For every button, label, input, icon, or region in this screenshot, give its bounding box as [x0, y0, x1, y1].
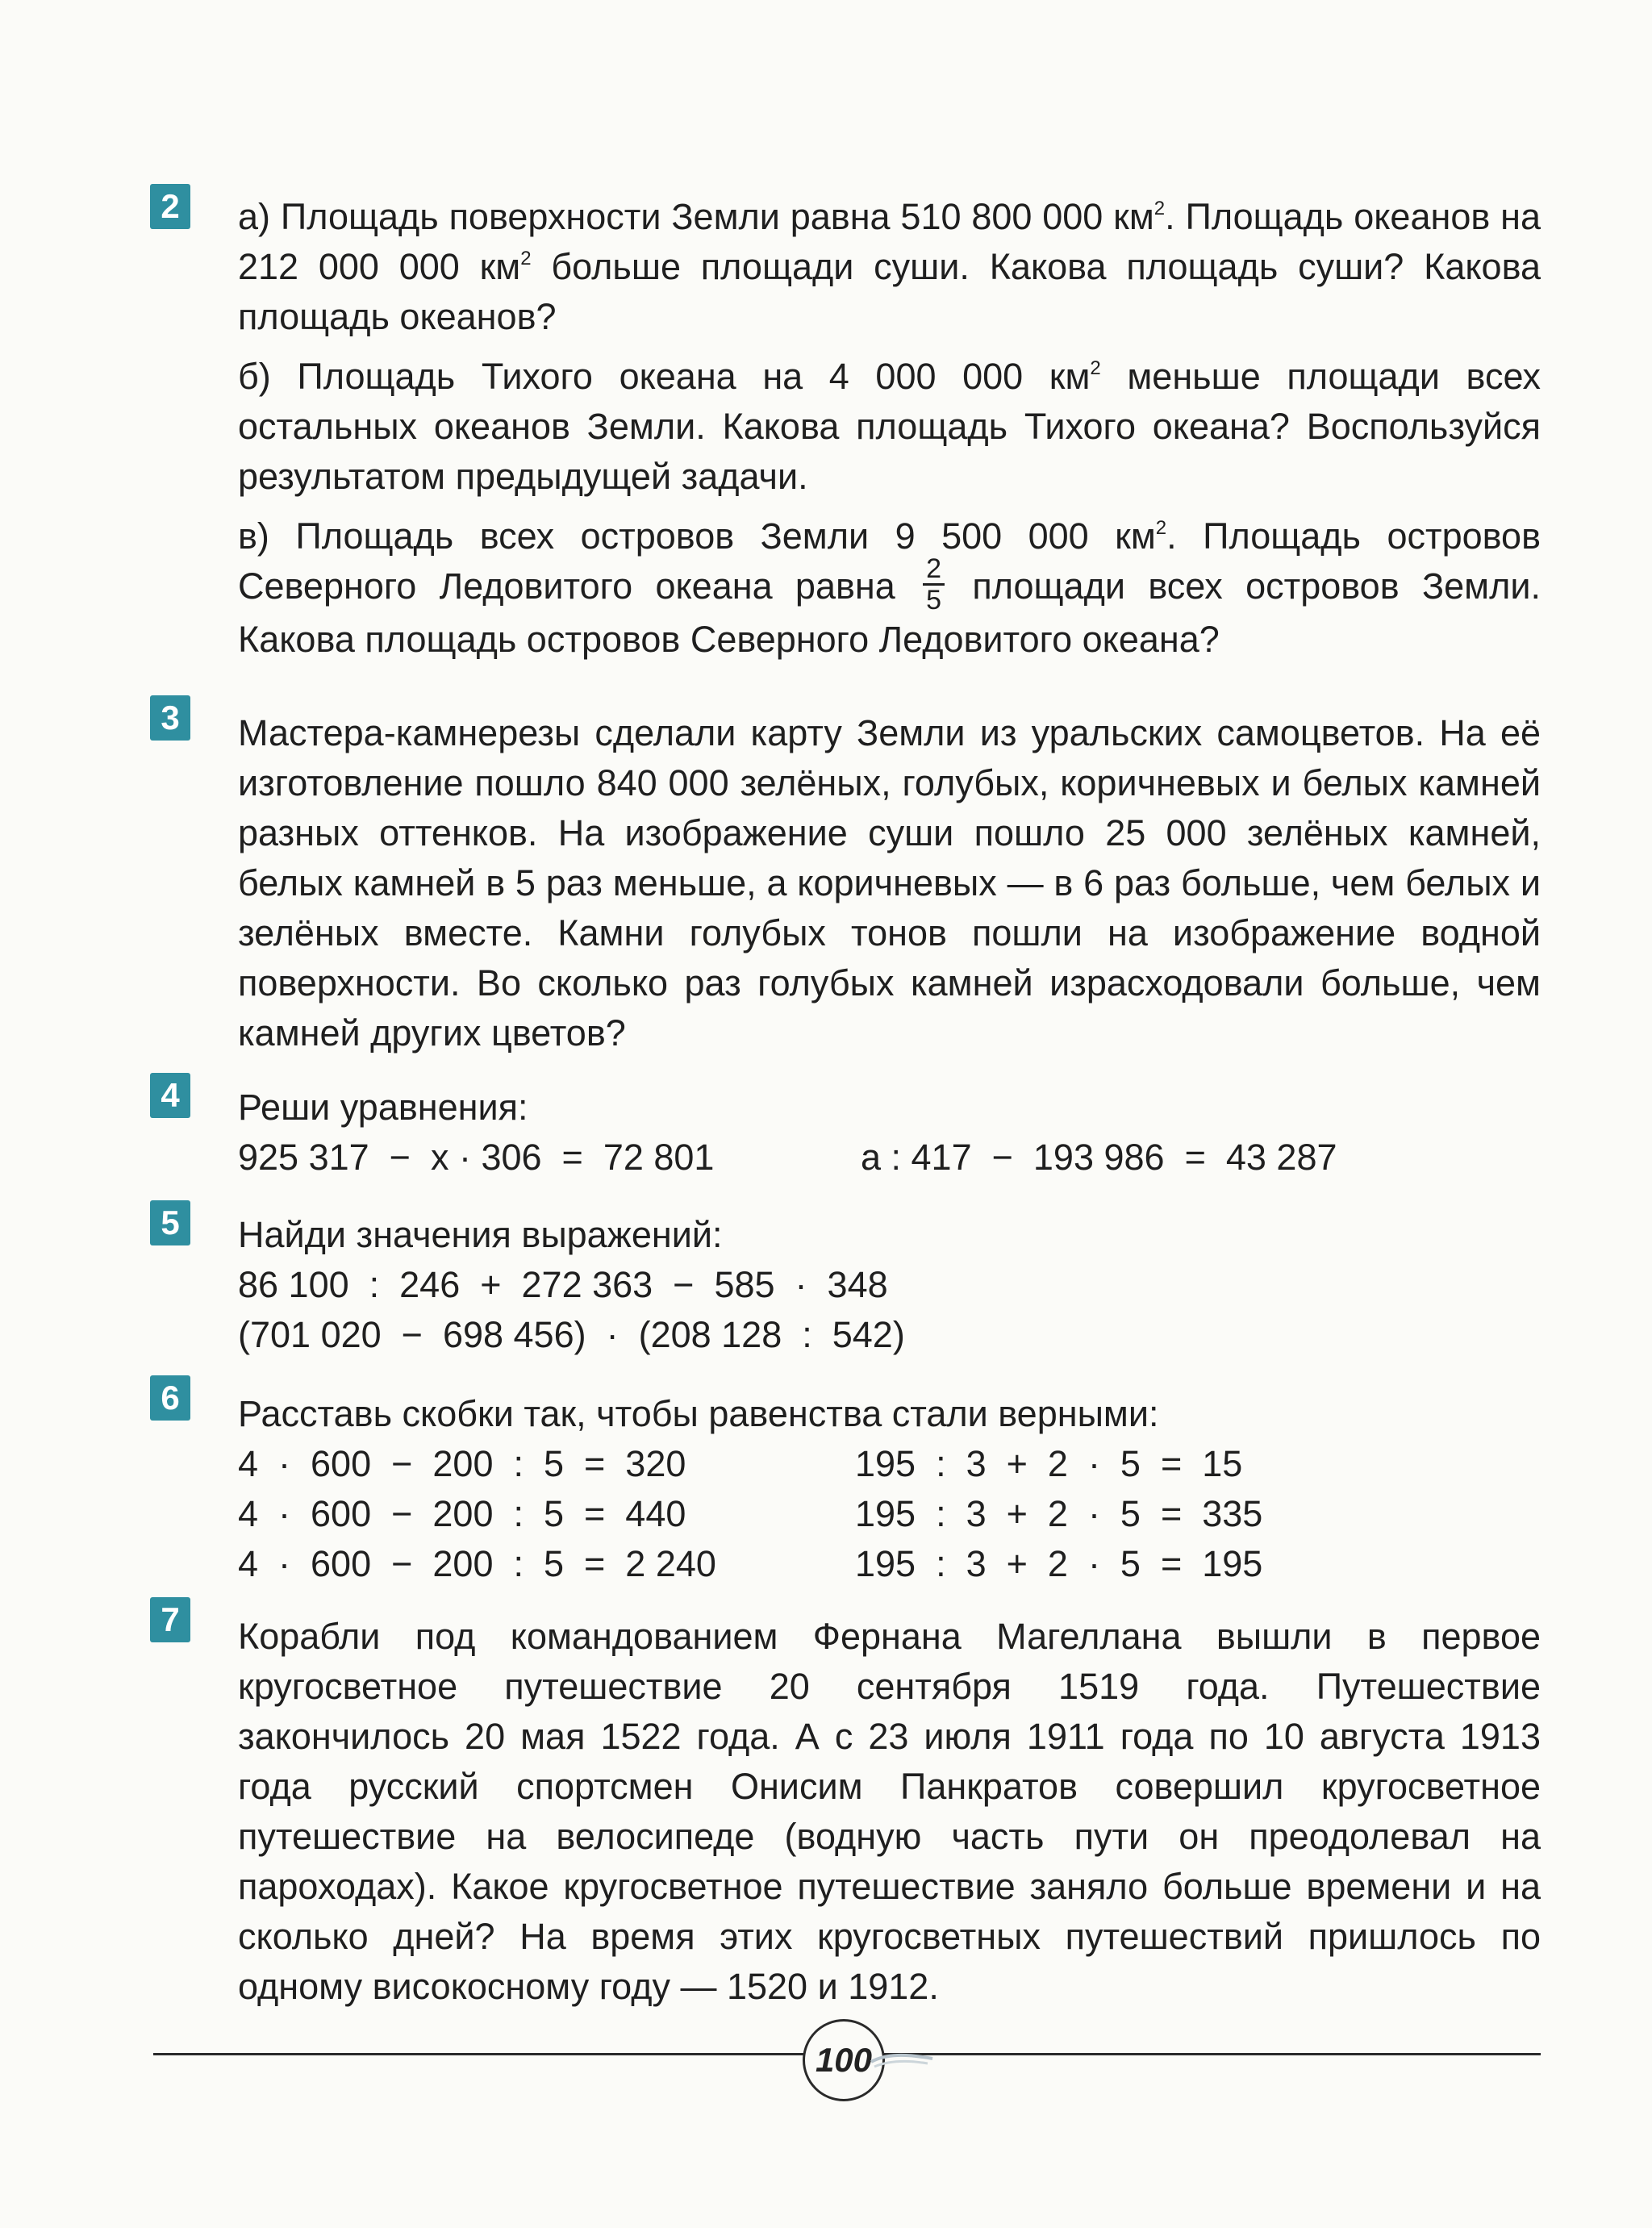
expression-1: 86 100 : 246 + 272 363 − 585 · 348: [238, 1264, 888, 1305]
task-number-badge: 7: [150, 1597, 190, 1642]
task-number-badge: 5: [150, 1200, 190, 1245]
equality-left: 4 · 600 − 200 : 5 = 2 240: [238, 1543, 716, 1584]
task-number-badge: 4: [150, 1073, 190, 1118]
task-2a-text: а) Площадь поверхности Земли равна 510 800 000 $км^2$. Площадь океанов на 212 000 000 $км^2$ больше площади суши. Какова площадь суши? Какова площадь океанов?: [238, 196, 1541, 337]
equations-row: [238, 1133, 1541, 1183]
task-7-text: Корабли под командованием Фернана Магеллана вышли в первое кругосветное путешествие 20 сентября 1519 года. Путешествие закончилось 20 мая 1522 года. А с 23 июля 1911 года по 10 августа 1913 года русский спортсмен Онисим Панкратов совершил кругосветное путешествие на велосипеде (водную часть пути он преодолевал на пароходах). Какое кругосветное путешествие заняло больше времени и на сколько дней? На время этих кругосветных путешествий пришлось по одному високосному году — 1520 и 1912.: [238, 1616, 1541, 2007]
task-number-badge: 3: [150, 695, 190, 741]
task-2c-text: в) Площадь всех островов Земли 9 500 000 $км^2$. Площадь островов Северного Ледовитого океана равна $\frac{2}{5}$ площади всех островов Земли. Какова площадь островов Северного Ледовитого океана?: [238, 515, 1541, 660]
expression-2: (701 020 − 698 456) · (208 128 : 542): [238, 1314, 905, 1355]
equation-2: a : 417 − 193 986 = 43 287: [861, 1137, 1337, 1178]
task-3-text: Мастера-камнерезы сделали карту Земли из уральских самоцветов. На её изготовление пошло 840 000 зелёных, голубых, коричневых и белых камней разных оттенков. На изображение суши пошло 25 000 зелёных камней, белых камней в 5 раз меньше, а коричневых — в 6 раз больше, чем белых и зелёных вместе. Камни голубых тонов пошли на изображение водной поверхности. Во сколько раз голубых камней израсходовали больше, чем камней других цветов?: [238, 712, 1541, 1054]
equality-left: 4 · 600 − 200 : 5 = 440: [238, 1493, 686, 1534]
page-number: 100: [803, 2019, 885, 2101]
equality-left: 4 · 600 − 200 : 5 = 320: [238, 1443, 686, 1484]
equality-row: [238, 1439, 1541, 1489]
equality-right: 195 : 3 + 2 · 5 = 15: [855, 1443, 1243, 1484]
task-number-badge: 2: [150, 184, 190, 229]
equality-right: 195 : 3 + 2 · 5 = 335: [855, 1493, 1263, 1534]
fraction-two-fifths: $\frac{2}{5}$: [923, 554, 945, 615]
task-number-badge: 6: [150, 1375, 190, 1421]
equation-1: 925 317 − x · 306 = 72 801: [238, 1137, 715, 1178]
equality-row: [238, 1539, 1541, 1589]
task-6-title: Расставь скобки так, чтобы равенства стали верными:: [238, 1393, 1159, 1434]
task-2b-text: б) Площадь Тихого океана на 4 000 000 $км^2$ меньше площади всех остальных океанов Земли. Какова площадь Тихого океана? Воспользуйся результатом предыдущей задачи.: [238, 356, 1541, 497]
page-number-swoosh-icon: [870, 2047, 934, 2072]
equality-right: 195 : 3 + 2 · 5 = 195: [855, 1543, 1263, 1584]
equality-row: [238, 1489, 1541, 1539]
task-4-title: Реши уравнения:: [238, 1087, 528, 1128]
task-5-title: Найди значения выражений:: [238, 1214, 723, 1255]
